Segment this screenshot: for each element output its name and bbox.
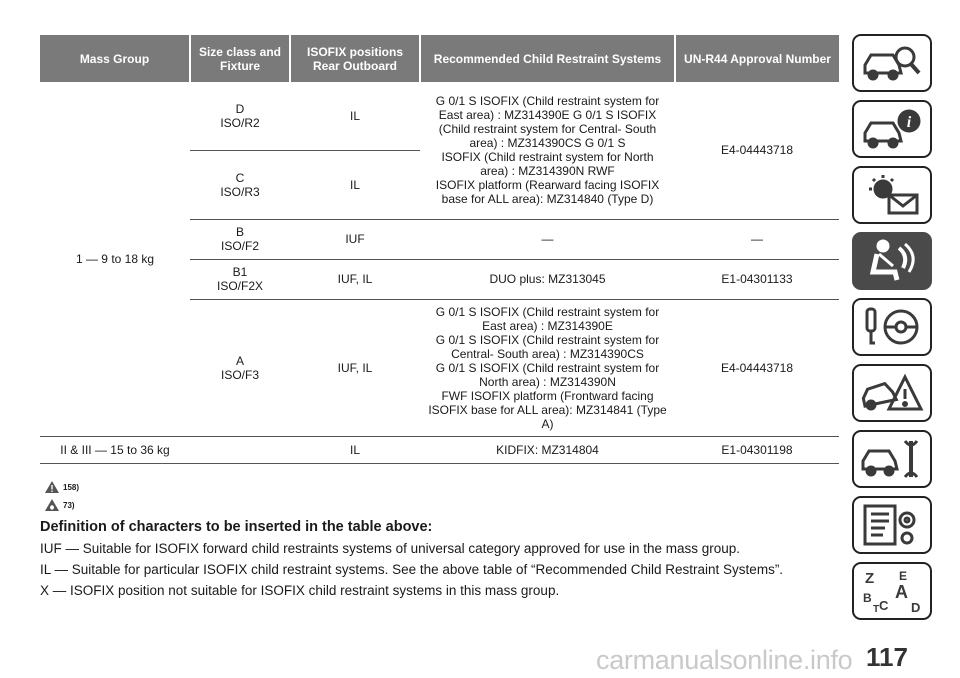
- caution-drop-icon: [44, 498, 60, 512]
- approval-number-cell: E1-04301133: [675, 259, 839, 299]
- document-gears-icon: [859, 502, 925, 548]
- car-info-icon: [859, 107, 925, 151]
- definition-iuf: IUF — Suitable for ISOFIX forward child restraints systems of universal category approved for use in the mass group.: [40, 541, 741, 556]
- chapter-tab-dashboard[interactable]: [852, 100, 932, 158]
- chapter-tab-index[interactable]: [852, 562, 932, 620]
- index-letter: C: [879, 598, 889, 613]
- car-warning-triangle-icon: [859, 371, 925, 415]
- car-wrench-icon: [859, 437, 925, 481]
- key-steering-wheel-icon: [859, 305, 925, 349]
- isofix-table: [40, 35, 839, 464]
- seat-airbag-icon: [859, 238, 925, 284]
- chapter-tab-starting-driving[interactable]: [852, 298, 932, 356]
- warning-triangle-icon: [44, 480, 60, 494]
- definition-il: IL — Suitable for particular ISOFIX child restraint systems. See the above table of “Recommended Child Restraint Systems”.: [40, 562, 784, 577]
- definition-x: X — ISOFIX position not suitable for ISOFIX child restraint systems in this mass group.: [40, 583, 560, 598]
- definitions-title: Definition of characters to be inserted in the table above:: [40, 519, 433, 535]
- size-class-cell: A ISO/F3: [190, 299, 290, 436]
- chapter-tab-emergency[interactable]: [852, 364, 932, 422]
- recommended-system-cell: KIDFIX: MZ314804: [420, 436, 675, 463]
- chapter-tab-technical-data[interactable]: [852, 496, 932, 554]
- header-mass-group: Mass Group: [40, 35, 190, 82]
- warning-reference[interactable]: [40, 478, 840, 496]
- chapter-tab-maintenance[interactable]: [852, 430, 932, 488]
- index-letter: E: [899, 569, 908, 583]
- watermark: carmanualsonline.info: [596, 645, 853, 675]
- caution-reference[interactable]: [40, 496, 840, 514]
- car-magnifier-icon: [859, 41, 925, 85]
- size-class-cell: B ISO/F2: [190, 219, 290, 259]
- table-row: [40, 82, 839, 150]
- isofix-position-cell: IUF: [290, 219, 420, 259]
- header-isofix-positions: ISOFIX positions Rear Outboard: [290, 35, 420, 82]
- chapter-tab-safety[interactable]: [852, 232, 932, 290]
- alphabet-index-icon: [859, 566, 925, 616]
- isofix-position-cell: IL: [290, 150, 420, 219]
- recommended-system-cell: G 0/1 S ISOFIX (Child restraint system for East area) : MZ314390E G 0/1 S ISOFIX (Child restraint system for Central- South area) : MZ314390CS G 0/1 S ISOFIX (Child restraint system for North area) : MZ314390N FWF ISOFIX platform (Frontward facing ISOFIX base for ALL area): MZ314841 (Type A): [420, 299, 675, 436]
- header-recommended-systems: Recommended Child Restraint Systems: [420, 35, 675, 82]
- mass-group-cell: 1 — 9 to 18 kg: [40, 82, 190, 436]
- recommended-system-cell: —: [420, 219, 675, 259]
- index-letter: T: [873, 604, 880, 615]
- size-class-cell: D ISO/R2: [190, 82, 290, 150]
- table-header-row: [40, 35, 839, 82]
- index-letter: B: [863, 591, 872, 605]
- size-class-cell: C ISO/R3: [190, 150, 290, 219]
- size-class-cell: B1 ISO/F2X: [190, 259, 290, 299]
- isofix-position-cell: IL: [290, 82, 420, 150]
- header-size-class: Size class and Fixture: [190, 35, 290, 82]
- isofix-position-cell: IUF, IL: [290, 259, 420, 299]
- approval-number-cell: —: [675, 219, 839, 259]
- warning-reference-number: 158): [63, 482, 80, 492]
- chapter-tab-warning-lights[interactable]: [852, 166, 932, 224]
- index-letter: D: [911, 600, 921, 615]
- warning-light-envelope-icon: [859, 173, 925, 217]
- approval-number-cell: E4-04443718: [675, 299, 839, 436]
- index-letter: A: [895, 582, 908, 602]
- index-letter: Z: [865, 570, 875, 587]
- caution-reference-number: 73): [63, 500, 75, 510]
- chapter-tab-knowing-car[interactable]: [852, 34, 932, 92]
- recommended-system-cell: G 0/1 S ISOFIX (Child restraint system for East area) : MZ314390E G 0/1 S ISOFIX (Child restraint system for Central- South area) : MZ314390CS G 0/1 S ISOFIX (Child restraint system for North area) : MZ314390N RWF ISOFIX platform (Rearward facing ISOFIX base for ALL area): MZ314840 (Type D): [420, 82, 675, 219]
- approval-number-cell: E4-04443718: [675, 82, 839, 219]
- mass-group-cell: II & III — 15 to 36 kg: [40, 436, 190, 463]
- size-class-cell: [190, 436, 290, 463]
- svg-text:i: i: [906, 114, 912, 131]
- table-row: [40, 436, 839, 463]
- recommended-system-cell: DUO plus: MZ313045: [420, 259, 675, 299]
- header-approval-number: UN-R44 Approval Number: [675, 35, 839, 82]
- chapter-sidebar: [852, 34, 936, 628]
- notes-section: [40, 478, 840, 598]
- approval-number-cell: E1-04301198: [675, 436, 839, 463]
- isofix-table-section: [40, 35, 840, 464]
- isofix-position-cell: IUF, IL: [290, 299, 420, 436]
- page-number: 117: [866, 642, 908, 672]
- isofix-position-cell: IL: [290, 436, 420, 463]
